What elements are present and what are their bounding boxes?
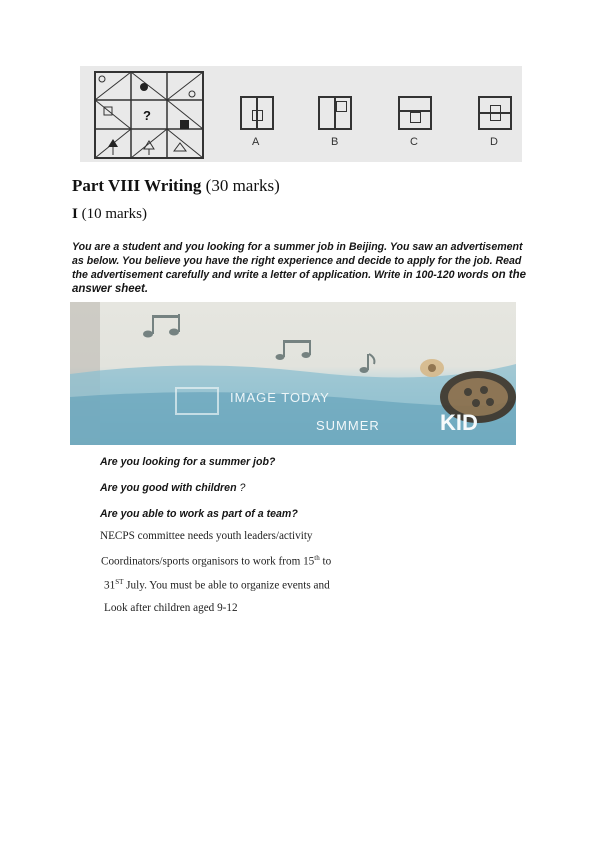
option-c-label: C <box>410 136 418 148</box>
advert-line-3-date: 31 <box>104 579 116 592</box>
advert-question-children-text: Are you good with children <box>100 482 237 494</box>
advert-question-children <box>100 482 245 494</box>
advert-question-team: Are you able to work as part of a team? <box>100 508 298 520</box>
instructions-text: You are a student and you looking for a summer job in Beijing. You saw an advertisement as below. You believe you have the right experience and decide to apply for the job. Read the advertisement carefully and write a letter of application. Write in 100-120 words <box>72 241 523 281</box>
option-c-figure <box>398 96 432 130</box>
option-a-figure <box>240 96 274 130</box>
instructions <box>72 240 534 296</box>
subsection-title <box>72 206 147 223</box>
advert-question-summer-job: Are you looking for a summer job? <box>100 456 276 468</box>
subsection-number: I <box>72 206 78 222</box>
advert-question-children-mark: ? <box>236 482 246 494</box>
option-a-label: A <box>252 136 260 148</box>
section-title-marks: (30 marks) <box>205 176 280 195</box>
section-title-bold: Part VIII Writing <box>72 176 202 195</box>
puzzle-image <box>80 66 522 162</box>
advert-line-2 <box>101 554 331 568</box>
advert-caption-image-today: IMAGE TODAY <box>230 390 330 405</box>
advert-line-3-sup: ST <box>115 578 124 586</box>
advert-line-4: Look after children aged 9-12 <box>104 602 238 614</box>
option-b-figure <box>318 96 352 130</box>
advert-image <box>70 302 516 445</box>
subsection-marks: (10 marks) <box>81 206 147 222</box>
advert-line-3 <box>104 578 330 592</box>
option-d-figure <box>478 96 512 130</box>
advert-caption-kid: KID <box>440 410 478 435</box>
instructions-answer-sheet: on the answer sheet. <box>72 269 527 295</box>
advert-line-2-sup: th <box>314 554 320 562</box>
advert-line-1: NECPS committee needs youth leaders/activity <box>100 530 313 542</box>
question-mark: ? <box>143 108 151 123</box>
section-title <box>72 176 280 196</box>
advert-line-2-text: Coordinators/sports organisors to work from 15 <box>101 555 315 568</box>
advert-line-2-end: to <box>319 555 332 568</box>
option-b-label: B <box>331 136 339 148</box>
option-d-label: D <box>490 136 498 148</box>
advert-caption-summer: SUMMER <box>316 418 380 433</box>
advert-line-3-text: July. You must be able to organize events and <box>123 579 330 592</box>
